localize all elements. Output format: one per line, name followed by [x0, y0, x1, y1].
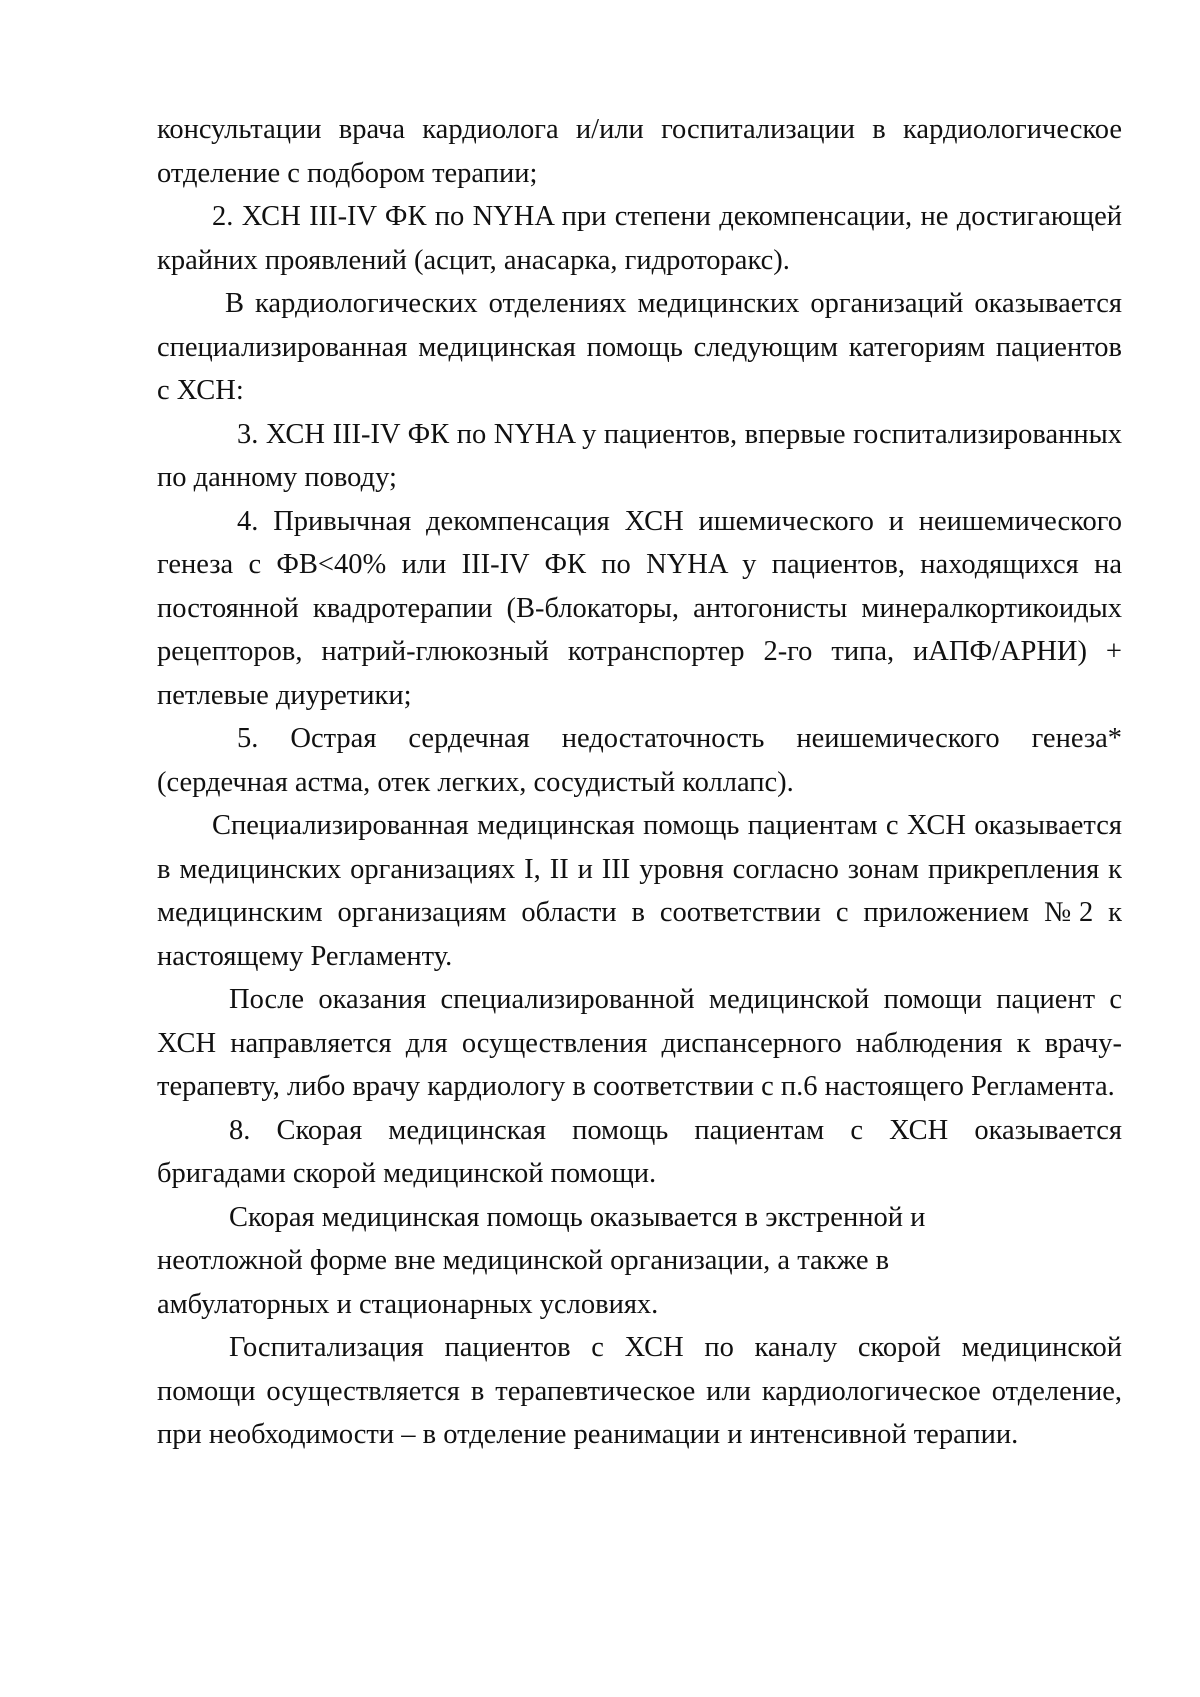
list-item-5: 5. Острая сердечная недостаточность неишемического генеза* (сердечная астма, отек легких, сосудистый коллапс). — [157, 723, 1122, 798]
list-item-4: 4. Привычная декомпенсация ХСН ишемического и неишемического генеза с ФВ<40% или III-IV ФК по NYHA у пациентов, находящихся на постоянной квадротерапии (В-блокаторы, антогонисты минералкортикоидых рецепторов, натрий-глюкозный котранспортер 2-го типа, иАПФ/АРНИ) + петлевые диуретики; — [157, 505, 1122, 711]
paragraph-after-specialized-care: После оказания специализированной медицинской помощи пациент с ХСН направляется для осуществления диспансерного наблюдения к врачу-терапевту, либо врачу кардиологу в соответствии с п.6 настоящего Регламента. — [157, 984, 1122, 1102]
document-page — [157, 108, 1122, 1457]
paragraph-cardiology-departments: В кардиологических отделениях медицинских организаций оказывается специализированная медицинская помощь следующим категориям пациентов с ХСН: — [157, 288, 1122, 406]
paragraph-hospitalization: Госпитализация пациентов с ХСН по каналу скорой медицинской помощи осуществляется в терапевтическое или кардиологическое отделение, при необходимости – в отделение реанимации и интенсивной терапии. — [157, 1332, 1122, 1450]
paragraph-item-8-emergency-care: 8. Скорая медицинская помощь пациентам с ХСН оказывается бригадами скорой медицинской помощи. — [157, 1114, 1122, 1189]
list-item-3: 3. ХСН III-IV ФК по NYHA у пациентов, впервые госпитализированных по данному поводу; — [157, 418, 1122, 493]
list-item-2: 2. ХСН III-IV ФК по NYHA при степени декомпенсации, не достигающей крайних проявлений (асцит, анасарка, гидроторакс). — [157, 201, 1122, 276]
paragraph-consultation-continuation: консультации врача кардиолога и/или госпитализации в кардиологическое отделение с подбором терапии; — [157, 114, 1122, 189]
paragraph-specialized-care: Специализированная медицинская помощь пациентам с ХСН оказывается в медицинских организациях I, II и III уровня согласно зонам прикрепления к медицинским организациям области в соответствии с приложением №2 к настоящему Регламенту. — [157, 810, 1122, 972]
paragraph-emergency-care-forms: Скорая медицинская помощь оказывается в экстренной и неотложной форме вне медицинской организации, а также в амбулаторных и стационарных условиях. — [157, 1201, 926, 1320]
